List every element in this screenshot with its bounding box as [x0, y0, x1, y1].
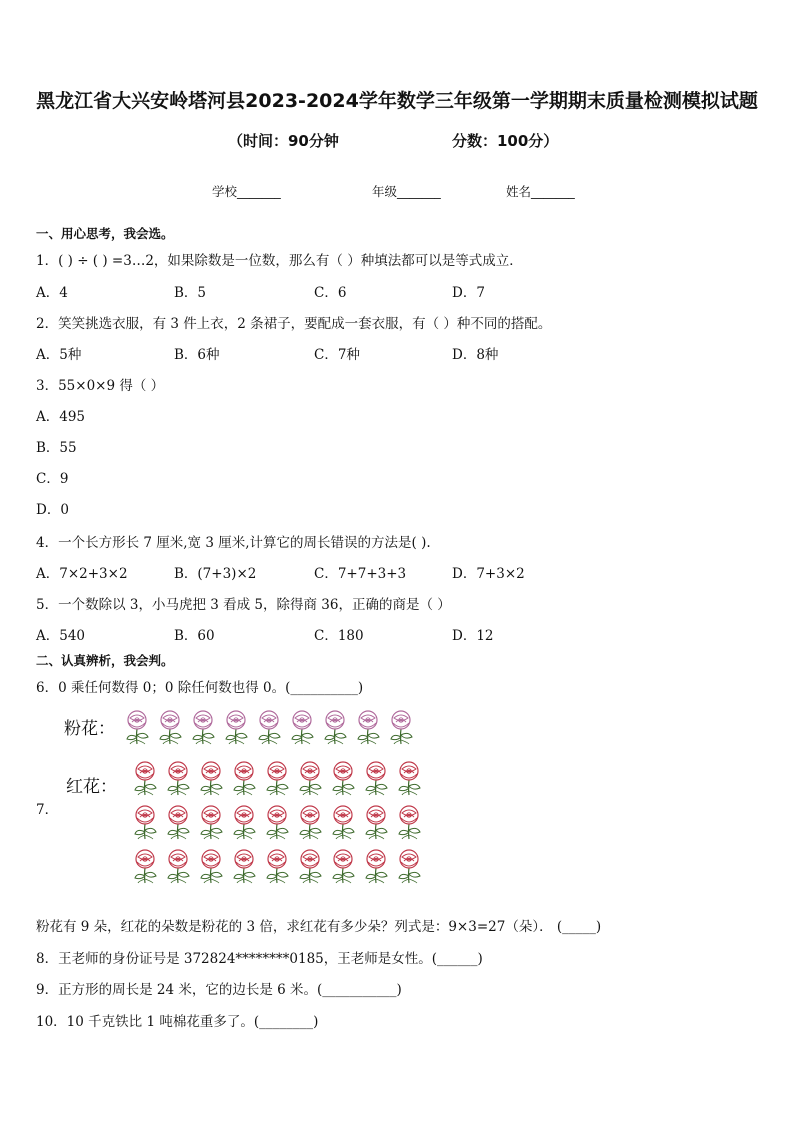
question-1: 1．( ) ÷ ( ) =3…2，如果除数是一位数，那么有（ ）种填法都可以是等式成立．: [36, 253, 523, 269]
pink-flower-icon: [254, 709, 284, 745]
red-flower-label: 红花：: [66, 777, 117, 797]
pink-flower-icon: [221, 709, 251, 745]
q5-option-a: A．540: [36, 628, 86, 644]
red-flower-icon: [328, 848, 358, 884]
red-flower-icon: [295, 760, 325, 796]
red-flower-icon: [130, 804, 160, 840]
q2-option-c: C．7种: [314, 347, 360, 363]
question-5: 5．一个数除以 3，小马虎把 3 看成 5，除得商 36，正确的商是（ ）: [36, 597, 451, 613]
question-9: 9．正方形的周长是 24 米，它的边长是 6 米。(___________): [36, 982, 402, 998]
red-flower-icon: [196, 848, 226, 884]
red-flower-icon: [328, 804, 358, 840]
question-7: 粉花有 9 朵，红花的朵数是粉花的 3 倍，求红花有多少朵？列式是：9×3=27（朵）． (_____): [36, 919, 602, 935]
section-one-heading: 一、用心思考，我会选。: [36, 226, 174, 241]
section-two-heading: 二、认真辨析，我会判。: [36, 653, 174, 668]
red-flower-icon: [163, 760, 193, 796]
red-flower-icon: [394, 848, 424, 884]
q5-option-c: C．180: [314, 628, 364, 644]
q3-option-b: B．55: [36, 440, 77, 456]
q5-option-d: D．12: [452, 628, 494, 644]
q2-option-d: D．8种: [452, 347, 499, 363]
question-8: 8．王老师的身份证号是 372824********0185，王老师是女性。(______): [36, 951, 483, 967]
pink-flower-label: 粉花：: [64, 719, 115, 739]
red-flower-icon: [295, 804, 325, 840]
pink-flower-icon: [353, 709, 383, 745]
question-7-number: 7．: [36, 802, 59, 818]
red-flower-icon: [361, 804, 391, 840]
q1-option-c: C．6: [314, 285, 347, 301]
red-flower-icon: [196, 804, 226, 840]
page-title: 黑龙江省大兴安岭塔河县2023-2024学年数学三年级第一学期期末质量检测模拟试题: [36, 90, 758, 112]
red-flower-icon: [196, 760, 226, 796]
q4-option-c: C．7+7+3+3: [314, 566, 407, 582]
q4-option-d: D．7+3×2: [452, 566, 525, 582]
question-10: 10．10 千克铁比 1 吨棉花重多了。(________): [36, 1014, 319, 1030]
pink-flower-icon: [320, 709, 350, 745]
red-flower-icon: [163, 848, 193, 884]
red-flower-icon: [130, 848, 160, 884]
red-flower-icon: [361, 760, 391, 796]
red-flower-icon: [262, 760, 292, 796]
pink-flower-icon: [386, 709, 416, 745]
school-field: 学校_______: [212, 184, 281, 199]
question-6: 6．0 乘任何数得 0；0 除任何数也得 0。(__________): [36, 680, 364, 696]
pink-flower-icon: [188, 709, 218, 745]
q1-option-a: A．4: [36, 285, 68, 301]
grade-field: 年级_______: [372, 184, 441, 199]
q5-option-b: B．60: [174, 628, 215, 644]
red-flower-icon: [394, 760, 424, 796]
q2-option-b: B．6种: [174, 347, 220, 363]
red-flower-icon: [229, 760, 259, 796]
exam-time: （时间：90分钟: [228, 132, 339, 150]
q1-option-d: D．7: [452, 285, 485, 301]
name-field: 姓名_______: [506, 184, 575, 199]
red-flower-icon: [163, 804, 193, 840]
red-flower-icon: [130, 760, 160, 796]
pink-flower-icon: [287, 709, 317, 745]
q1-option-b: B．5: [174, 285, 207, 301]
q4-option-b: B．(7+3)×2: [174, 566, 257, 582]
red-flower-icon: [229, 848, 259, 884]
question-2: 2．笑笑挑选衣服，有 3 件上衣，2 条裙子，要配成一套衣服，有（ ）种不同的搭配。: [36, 316, 552, 332]
red-flower-icon: [262, 848, 292, 884]
question-3: 3．55×0×9 得（ ）: [36, 378, 165, 394]
q3-option-d: D．0: [36, 502, 69, 518]
q2-option-a: A．5种: [36, 347, 82, 363]
red-flower-icon: [361, 848, 391, 884]
red-flower-icon: [229, 804, 259, 840]
red-flower-icon: [328, 760, 358, 796]
pink-flower-icon: [155, 709, 185, 745]
pink-flower-icon: [122, 709, 152, 745]
red-flower-icon: [262, 804, 292, 840]
red-flower-icon: [295, 848, 325, 884]
q4-option-a: A．7×2+3×2: [36, 566, 128, 582]
q3-option-a: A．495: [36, 409, 86, 425]
red-flower-icon: [394, 804, 424, 840]
q3-option-c: C．9: [36, 471, 69, 487]
exam-score: 分数：100分）: [452, 132, 559, 150]
question-4: 4．一个长方形长 7 厘米,宽 3 厘米,计算它的周长错误的方法是( ).: [36, 535, 431, 551]
